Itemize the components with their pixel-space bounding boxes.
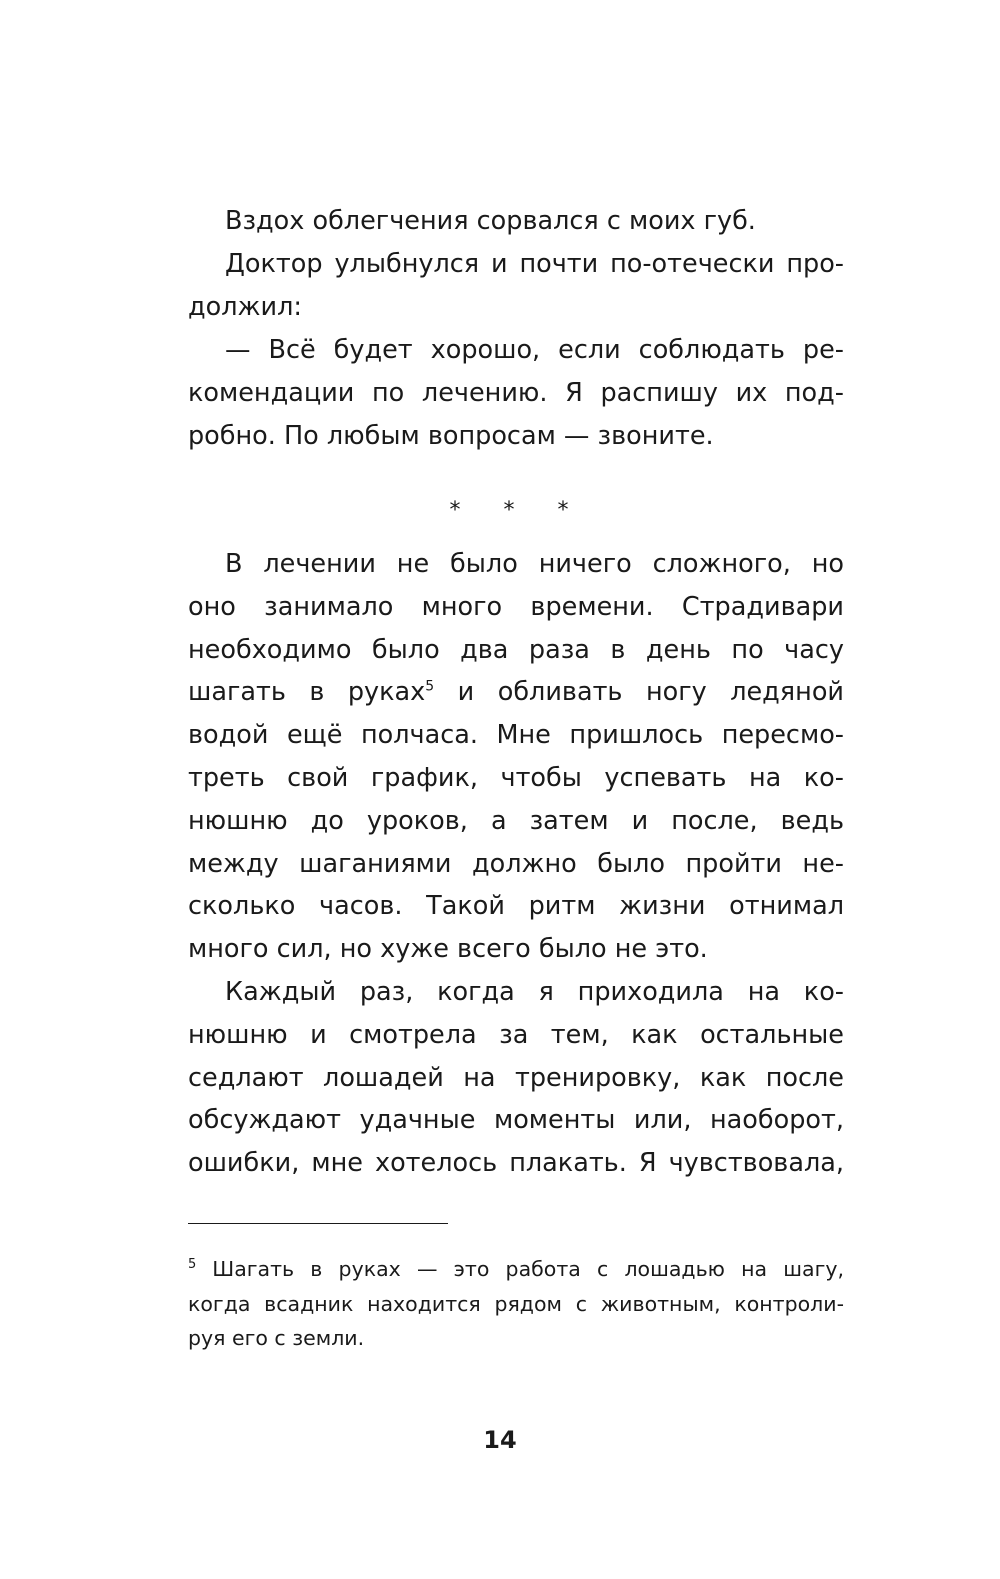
footnote-line: руя его с земли. xyxy=(188,1326,365,1350)
text-line: нюшню и смотрела за тем, как остальные xyxy=(188,1019,844,1050)
text-fragment: и обливать ногу ледяной xyxy=(434,677,844,708)
text-line-with-footnote xyxy=(188,671,844,714)
text-line: комендации по лечению. Я распишу их под- xyxy=(188,377,844,408)
footnote-line: когда всадник находится рядом с животным, контроли- xyxy=(188,1291,844,1316)
text-line: робно. По любым вопросам — звоните. xyxy=(188,420,714,451)
footnote-reference[interactable]: 5 xyxy=(425,678,435,695)
text-line: седлают лошадей на тренировку, как после xyxy=(188,1062,844,1093)
text-line: треть свой график, чтобы успевать на ко- xyxy=(188,762,844,793)
text-fragment: Шагать в руках — это работа с лошадью на шагу, xyxy=(212,1257,844,1281)
text-line: обсуждают удачные моменты или, наоборот, xyxy=(188,1105,844,1136)
footnote-line xyxy=(188,1252,844,1287)
footnote xyxy=(188,1252,844,1356)
text-line: должил: xyxy=(188,291,302,322)
text-line: оно занимало много времени. Страдивари xyxy=(188,591,844,622)
text-line: В лечении не было ничего сложного, но xyxy=(225,549,844,579)
footnote-divider xyxy=(188,1223,448,1224)
text-line: между шаганиями должно было пройти не- xyxy=(188,848,844,879)
text-line: — Всё будет хорошо, если соблюдать ре- xyxy=(225,335,844,365)
text-line: Вздох облегчения сорвался с моих губ. xyxy=(225,206,756,236)
paragraph-stable xyxy=(188,971,844,1185)
text-fragment: шагать в руках xyxy=(188,677,426,708)
paragraph-doctor-speech xyxy=(188,329,844,457)
section-divider: * * * xyxy=(449,498,587,523)
text-line: Каждый раз, когда я приходила на ко- xyxy=(225,977,844,1007)
paragraph-doctor-smiled xyxy=(188,243,844,329)
text-line: ошибки, мне хотелось плакать. Я чувствовала, xyxy=(188,1148,844,1179)
text-line: много сил, но хуже всего было не это. xyxy=(188,934,708,965)
text-line: необходимо было два раза в день по часу xyxy=(188,634,844,665)
text-line: водой ещё полчаса. Мне пришлось пересмо- xyxy=(188,720,844,751)
paragraph-relief xyxy=(188,200,844,243)
footnote-marker: 5 xyxy=(188,1257,197,1273)
text-line: Доктор улыбнулся и почти по-отечески про- xyxy=(225,249,844,279)
text-line: нюшню до уроков, а затем и после, ведь xyxy=(188,805,844,836)
paragraph-treatment xyxy=(188,543,844,971)
page-number: 14 xyxy=(483,1426,517,1454)
text-line: сколько часов. Такой ритм жизни отнимал xyxy=(188,891,844,922)
